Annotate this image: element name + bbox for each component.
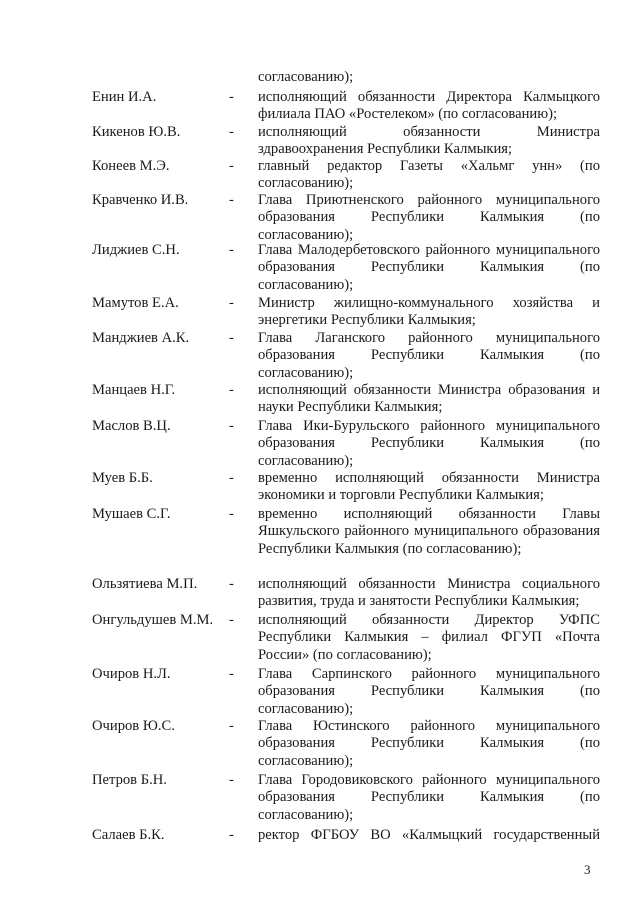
position-description: Глава Приютненского районного муниципального образования Республики Калмыкия (по согласованию); — [258, 192, 600, 243]
person-name: Мамутов Е.А. — [92, 295, 179, 311]
person-name: Кравченко И.В. — [92, 192, 189, 208]
separator-dash: - — [229, 242, 234, 258]
separator-dash: - — [229, 772, 234, 788]
page-number: 3 — [584, 862, 591, 877]
separator-dash: - — [229, 192, 234, 208]
separator-dash: - — [229, 158, 234, 174]
position-description: исполняющий обязанности Министра социального развития, труда и занятости Республики Калмыкия; — [258, 576, 600, 610]
position-description: Глава Лаганского районного муниципального образования Республики Калмыкия (по согласованию); — [258, 330, 600, 381]
separator-dash: - — [229, 89, 234, 105]
continuation-text: согласованию); — [258, 69, 354, 85]
separator-dash: - — [229, 718, 234, 734]
position-description: временно исполняющий обязанности Министра экономики и торговли Республики Калмыкия; — [258, 470, 600, 504]
person-name: Енин И.А. — [92, 89, 157, 105]
position-description: Глава Городовиковского районного муниципального образования Республики Калмыкия (по согласованию); — [258, 772, 600, 823]
person-name: Очиров Н.Л. — [92, 666, 171, 682]
person-name: Конеев М.Э. — [92, 158, 170, 174]
person-name: Манцаев Н.Г. — [92, 382, 176, 398]
person-name: Онгульдушев М.М. — [92, 612, 214, 628]
position-description: исполняющий обязанности Директор УФПС Республики Калмыкия – филиал ФГУП «Почта России» (по согласованию); — [258, 612, 600, 663]
person-name: Салаев Б.К. — [92, 827, 165, 843]
separator-dash: - — [229, 418, 234, 434]
separator-dash: - — [229, 124, 234, 140]
person-name: Муев Б.Б. — [92, 470, 153, 486]
separator-dash: - — [229, 827, 234, 843]
separator-dash: - — [229, 382, 234, 398]
person-name: Кикенов Ю.В. — [92, 124, 181, 140]
separator-dash: - — [229, 666, 234, 682]
position-description: исполняющий обязанности Министра здравоохранения Республики Калмыкия; — [258, 124, 600, 158]
position-description: временно исполняющий обязанности Главы Яшкульского районного муниципального образования Республики Калмыкия (по согласованию); — [258, 506, 600, 557]
separator-dash: - — [229, 470, 234, 486]
separator-dash: - — [229, 330, 234, 346]
person-name: Манджиев А.К. — [92, 330, 190, 346]
person-name: Маслов В.Ц. — [92, 418, 171, 434]
position-description: Глава Малодербетовского районного муниципального образования Республики Калмыкия (по согласованию); — [258, 242, 600, 293]
separator-dash: - — [229, 576, 234, 592]
position-description: Министр жилищно-коммунального хозяйства и энергетики Республики Калмыкия; — [258, 295, 600, 329]
position-description: Глава Сарпинского районного муниципального образования Республики Калмыкия (по согласованию); — [258, 666, 600, 717]
position-description: Глава Ики-Бурульского районного муниципального образования Республики Калмыкия (по согласованию); — [258, 418, 600, 469]
position-description: ректор ФГБОУ ВО «Калмыцкий государственный — [258, 827, 600, 843]
separator-dash: - — [229, 612, 234, 628]
person-name: Мушаев С.Г. — [92, 506, 171, 522]
separator-dash: - — [229, 295, 234, 311]
separator-dash: - — [229, 506, 234, 522]
position-description: исполняющий обязанности Министра образования и науки Республики Калмыкия; — [258, 382, 600, 416]
position-description: Глава Юстинского районного муниципального образования Республики Калмыкия (по согласованию); — [258, 718, 600, 769]
person-name: Петров Б.Н. — [92, 772, 167, 788]
position-description: исполняющий обязанности Директора Калмыцкого филиала ПАО «Ростелеком» (по согласованию); — [258, 89, 600, 123]
person-name: Лиджиев С.Н. — [92, 242, 180, 258]
person-name: Очиров Ю.С. — [92, 718, 175, 734]
person-name: Ользятиева М.П. — [92, 576, 198, 592]
position-description: главный редактор Газеты «Хальмг унн» (по согласованию); — [258, 158, 600, 192]
